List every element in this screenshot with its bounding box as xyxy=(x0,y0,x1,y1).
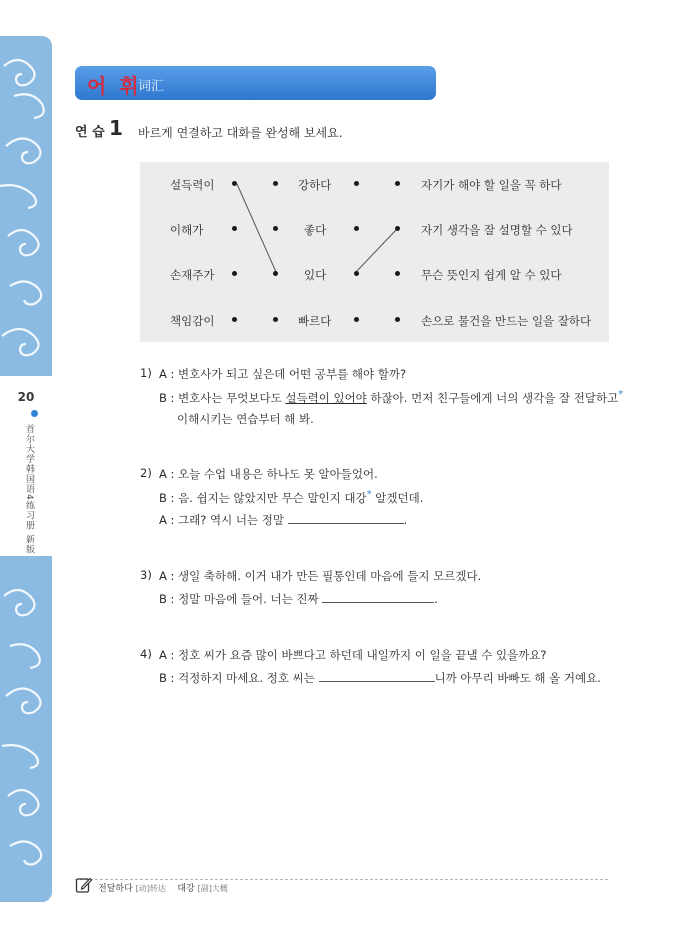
question-number: 4) xyxy=(140,647,152,661)
exercise-number: 1 xyxy=(109,116,123,140)
dialogue-line: A : 오늘 수업 내용은 하나도 못 알아들었어. xyxy=(159,467,378,481)
right-definition: 무슨 뜻인지 쉽게 알 수 있다 xyxy=(421,268,562,282)
match-dot[interactable] xyxy=(395,226,400,231)
left-term: 설득력이 xyxy=(170,178,215,192)
match-dot[interactable] xyxy=(273,181,278,186)
footer-divider xyxy=(75,879,608,880)
answer-blank[interactable] xyxy=(288,513,404,524)
dialogue-text: . xyxy=(403,513,408,527)
match-dot[interactable] xyxy=(232,226,237,231)
exercise-label: 연 습 xyxy=(75,125,105,140)
left-term: 책임감이 xyxy=(170,314,215,328)
left-term: 손재주가 xyxy=(170,268,215,282)
dialogue-text: B : 정말 마음에 들어. 너는 진짜 xyxy=(159,592,323,606)
glossary-pos: [副] xyxy=(197,884,212,893)
right-definition: 손으로 물건을 만드는 일을 잘하다 xyxy=(421,314,592,328)
footnote-star: * xyxy=(366,489,372,500)
match-dot[interactable] xyxy=(354,317,359,322)
dialogue-line: 이해시키는 연습부터 해 봐. xyxy=(177,412,314,426)
matching-box xyxy=(140,162,609,342)
dialogue-text: A : 그래? 역시 너는 정말 xyxy=(159,513,288,527)
dialogue-text: B : 걱정하지 마세요. 정호 씨는 xyxy=(159,671,319,685)
match-dot[interactable] xyxy=(273,271,278,276)
match-dot[interactable] xyxy=(232,181,237,186)
match-line-2 xyxy=(356,229,397,272)
middle-term: 강하다 xyxy=(298,178,332,192)
section-header xyxy=(75,66,436,100)
pencil-note-icon xyxy=(75,876,93,898)
dialogue-text: 하잖아. 먼저 친구들에게 너의 생각을 잘 전달하고 xyxy=(366,390,619,405)
cloud-pattern-icon xyxy=(0,36,52,376)
answer-blank[interactable] xyxy=(322,592,434,603)
dialogue-line xyxy=(159,591,438,607)
question-number: 2) xyxy=(140,466,152,480)
answer-example: 설득력이 있어야 xyxy=(285,390,367,405)
dialogue-text: 알겠던데. xyxy=(371,490,424,505)
side-tab-bottom-ornament xyxy=(0,556,52,902)
match-dot[interactable] xyxy=(273,226,278,231)
match-dot[interactable] xyxy=(232,317,237,322)
dialogue-line: A : 생일 축하해. 이거 내가 만든 필통인데 마음에 들지 모르겠다. xyxy=(159,569,482,583)
glossary xyxy=(98,881,228,894)
page-marker-dot xyxy=(31,410,38,417)
match-dot[interactable] xyxy=(395,271,400,276)
middle-term: 빠르다 xyxy=(298,314,332,328)
exercise-instruction: 바르게 연결하고 대화를 완성해 보세요. xyxy=(138,126,343,140)
dialogue-text: . xyxy=(434,592,438,606)
question-number: 1) xyxy=(140,366,152,380)
glossary-word: 대강 xyxy=(177,884,195,894)
match-dot[interactable] xyxy=(273,317,278,322)
glossary-pos: [动] xyxy=(135,884,150,893)
dialogue-line xyxy=(159,489,423,506)
dialogue-text: B : 음. 쉽지는 않았지만 무슨 말인지 대강 xyxy=(159,490,367,505)
section-title: 어 휘 xyxy=(87,74,142,98)
page-number: 20 xyxy=(17,390,35,404)
side-tab xyxy=(0,36,52,902)
match-dot[interactable] xyxy=(395,181,400,186)
footnote-star: * xyxy=(618,389,624,400)
match-dot[interactable] xyxy=(395,317,400,322)
match-dot[interactable] xyxy=(354,271,359,276)
answer-blank[interactable] xyxy=(319,671,435,682)
glossary-meaning: 转达 xyxy=(149,884,166,893)
book-title: 首尔大学韩国语4练习册 新版 xyxy=(24,424,34,555)
glossary-meaning: 大概 xyxy=(211,884,228,893)
side-tab-top-ornament xyxy=(0,36,52,376)
glossary-word: 전달하다 xyxy=(98,884,133,894)
match-dot[interactable] xyxy=(354,181,359,186)
dialogue-text: 니까 아무리 바빠도 해 올 거예요. xyxy=(434,671,601,685)
middle-term: 좋다 xyxy=(304,223,327,237)
match-dot[interactable] xyxy=(232,271,237,276)
match-line-1 xyxy=(237,184,276,272)
cloud-pattern-icon xyxy=(0,556,52,902)
dialogue-line: A : 변호사가 되고 싶은데 어떤 공부를 해야 할까? xyxy=(159,367,407,381)
dialogue-line xyxy=(159,512,407,528)
dialogue-line: A : 정호 씨가 요즘 많이 바쁘다고 하던데 내일까지 이 일을 끝낼 수 있을까요? xyxy=(159,648,547,662)
middle-term: 있다 xyxy=(304,268,327,282)
match-dot[interactable] xyxy=(354,226,359,231)
left-term: 이해가 xyxy=(170,223,204,237)
dialogue-text: B : 변호사는 무엇보다도 xyxy=(159,390,286,405)
right-definition: 자기가 해야 할 일을 꼭 하다 xyxy=(421,178,562,192)
question-number: 3) xyxy=(140,568,152,582)
dialogue-line xyxy=(159,670,601,686)
dialogue-line xyxy=(159,389,623,406)
section-subtitle: 词汇 xyxy=(138,79,165,94)
right-definition: 자기 생각을 잘 설명할 수 있다 xyxy=(421,223,573,237)
